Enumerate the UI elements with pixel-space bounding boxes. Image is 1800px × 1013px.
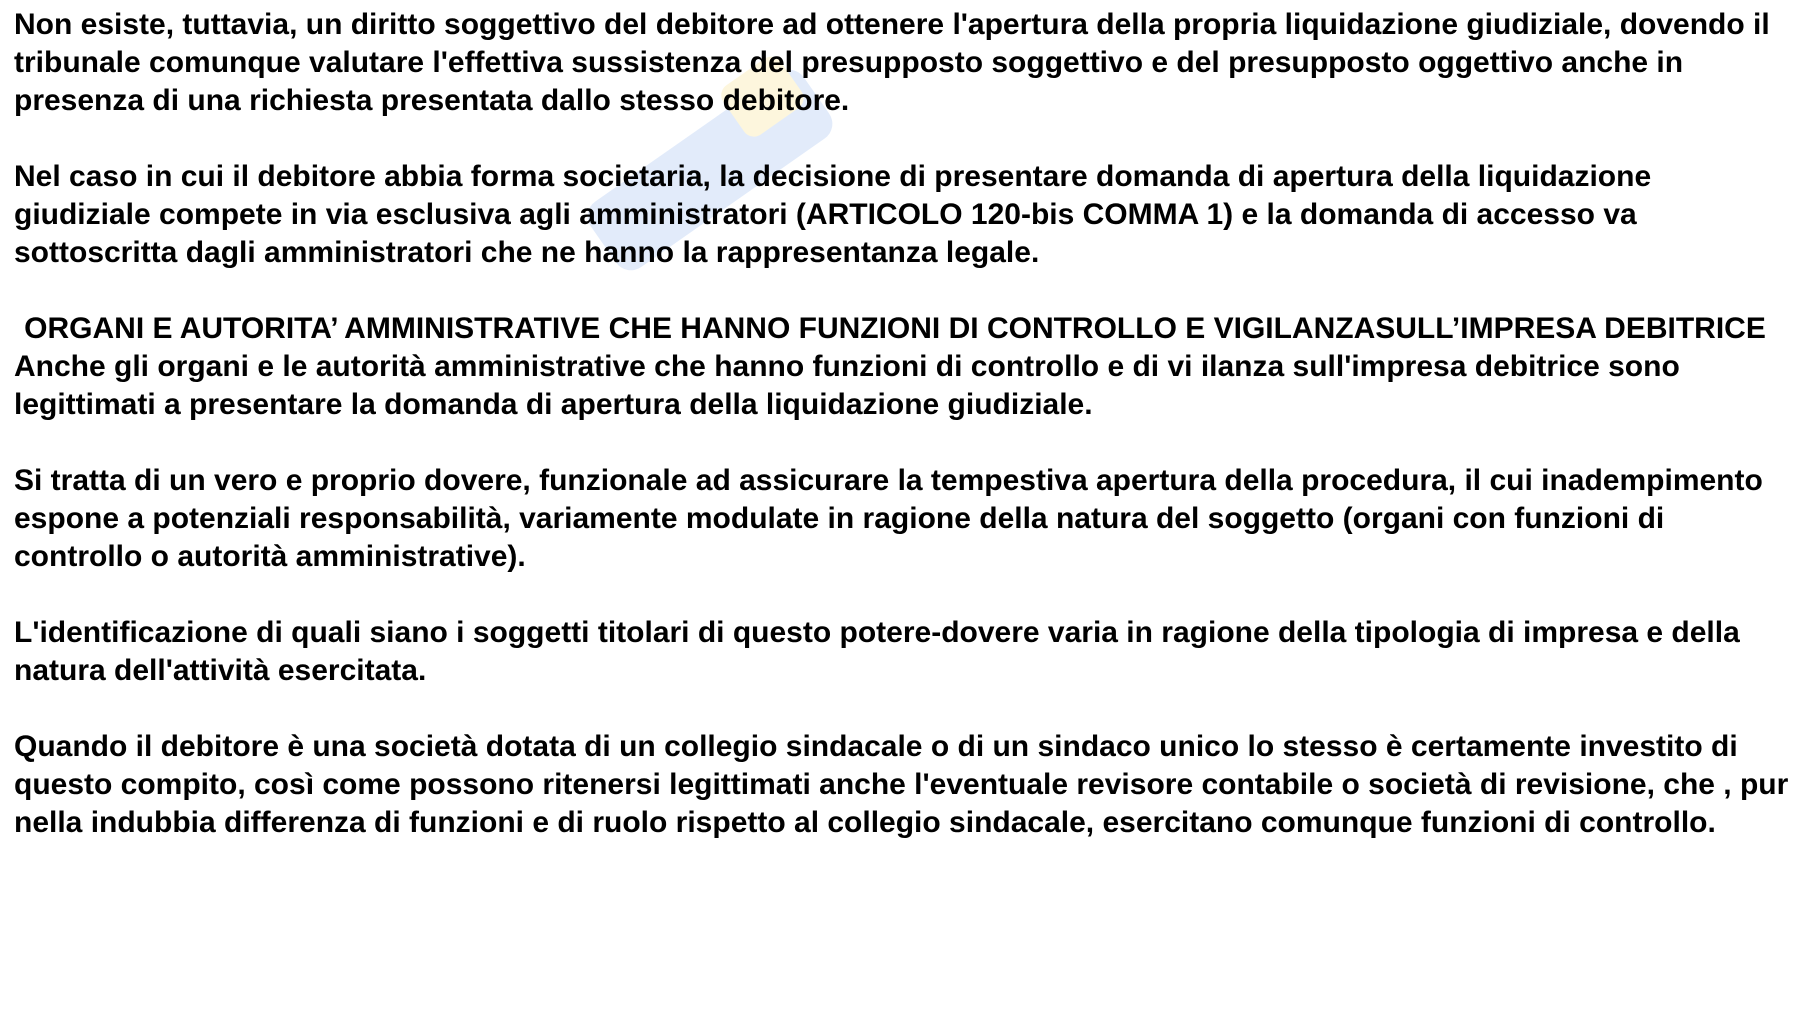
paragraph-2: Nel caso in cui il debitore abbia forma societaria, la decisione di presentare domanda di apertura della liquidazione giudiziale compete in via esclusiva agli amministratori (ARTICOLO 120-bis COMMA 1) e la domanda di accesso va sottoscritta dagli amministratori che ne hanno la rappresentanza legale. bbox=[14, 160, 1652, 269]
paragraph-3: Anche gli organi e le autorità amministrative che hanno funzioni di controllo e di vi ilanza sull'impresa debitrice sono legittimati a presentare la domanda di apertura della liquidazione giudiziale. bbox=[14, 350, 1680, 421]
section-heading: ORGANI E AUTORITA’ AMMINISTRATIVE CHE HANNO FUNZIONI DI CONTROLLO E VIGILANZASULL’IMPRESA DEBITRICE bbox=[24, 312, 1766, 345]
paragraph-4: Si tratta di un vero e proprio dovere, funzionale ad assicurare la tempestiva apertura della procedura, il cui inadempimento espone a potenziali responsabilità, variamente modulate in ragione della natura del soggetto (organi con funzioni di controllo o autorità amministrative). bbox=[14, 464, 1763, 573]
paragraph-5: L'identificazione di quali siano i soggetti titolari di questo potere-dovere varia in ragione della tipologia di impresa e della natura dell'attività esercitata. bbox=[14, 616, 1740, 687]
paragraph-6: Quando il debitore è una società dotata di un collegio sindacale o di un sindaco unico lo stesso è certamente investito di questo compito, così come possono ritenersi legittimati anche l'eventuale revisore contabile o società di revisione, che , pur nella indubbia differenza di funzioni e di ruolo rispetto al collegio sindacale, esercitano comunque funzioni di controllo. bbox=[14, 730, 1789, 839]
document-page bbox=[14, 6, 1790, 880]
paragraph-1: Non esiste, tuttavia, un diritto soggettivo del debitore ad ottenere l'apertura della propria liquidazione giudiziale, dovendo il tribunale comunque valutare l'effettiva sussistenza del presupposto soggettivo e del presupposto oggettivo anche in presenza di una richiesta presentata dallo stesso debitore. bbox=[14, 8, 1770, 117]
